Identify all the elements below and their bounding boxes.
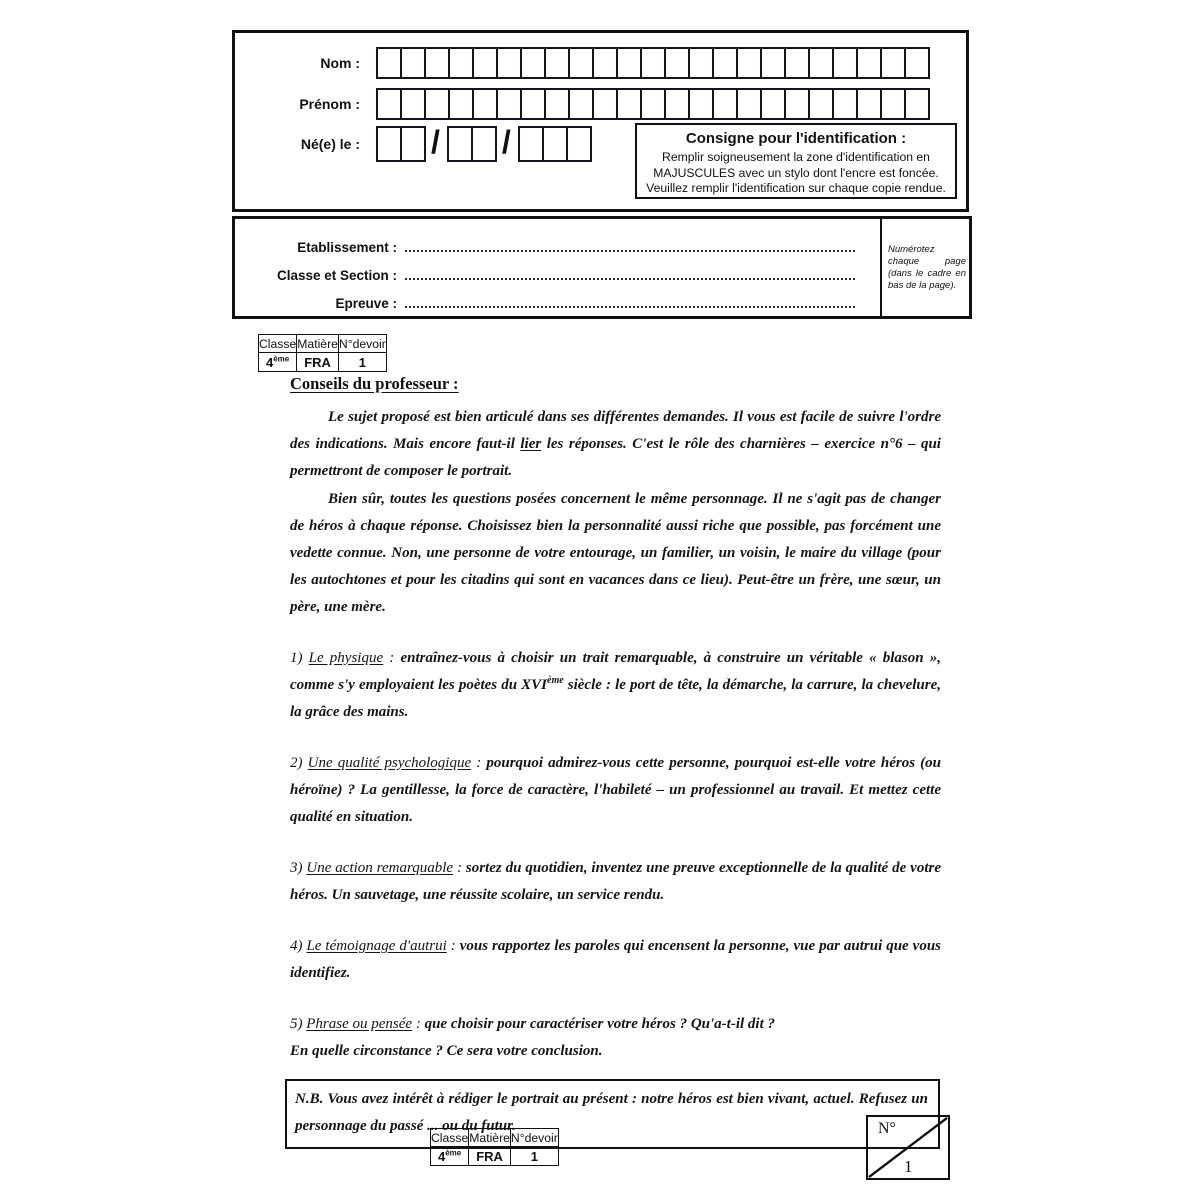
header-info-table: [258, 334, 387, 372]
details-frame: [232, 216, 972, 319]
instructions-line: Remplir soigneusement la zone d'identification en: [662, 150, 930, 164]
letter-box[interactable]: [376, 88, 402, 120]
classe-header: Classe: [431, 1130, 469, 1145]
letter-box[interactable]: [544, 88, 570, 120]
footer-info-table: [430, 1128, 559, 1166]
letter-box[interactable]: [856, 88, 882, 120]
epreuve-field[interactable]: [405, 306, 855, 308]
letter-box[interactable]: [447, 126, 473, 162]
instructions-line: MAJUSCULES avec un stylo dont l'encre est foncée.: [653, 165, 939, 180]
letter-box[interactable]: [688, 88, 714, 120]
letter-box[interactable]: [400, 88, 426, 120]
devoir-value: 1: [510, 1147, 558, 1166]
letter-box[interactable]: [904, 47, 930, 79]
nota-bene-box: [285, 1079, 940, 1149]
letter-box[interactable]: [688, 47, 714, 79]
letter-box[interactable]: [424, 47, 450, 79]
letter-box[interactable]: [736, 47, 762, 79]
letter-box[interactable]: [784, 47, 810, 79]
page-numbering-note-text: Numérotez chaque page (dans le cadre en bas de la page).: [888, 243, 966, 291]
letter-box[interactable]: [808, 88, 834, 120]
letter-box[interactable]: [520, 88, 546, 120]
etablissement-field[interactable]: [405, 250, 855, 252]
paragraph-2: Bien sûr, toutes les questions posées concernent le même personnage. Il ne s'agit pas de changer de héros à chaque réponse. Choisissez bien la personnalité aussi riche que possible, pas forcément une vedette connue. Non, une personne de votre entourage, un familier, un voisin, le maire du village (pour les autochtones et pour les citadins qui sont en vacances dans ce lieu). Peut-être un frère, une sœur, un père, une mère.: [290, 491, 941, 615]
letter-box[interactable]: [640, 88, 666, 120]
letter-box[interactable]: [760, 47, 786, 79]
page-number-value: 1: [904, 1157, 913, 1176]
letter-box[interactable]: [472, 88, 498, 120]
matiere-header: Matière: [297, 336, 338, 351]
letter-box[interactable]: [400, 126, 426, 162]
page-title: Conseils du professeur :: [290, 374, 459, 393]
letter-box[interactable]: [542, 126, 568, 162]
page-numbering-note: [880, 219, 972, 316]
birthdate-month-boxes[interactable]: [447, 126, 495, 162]
letter-box[interactable]: [592, 47, 618, 79]
letter-box[interactable]: [880, 88, 906, 120]
paragraph-1: Le sujet proposé est bien articulé dans ses différentes demandes. Il vous est facile de suivre l'ordre des indications. Mais encore faut-il lier les réponses. C'est le rôle des charnières – exercice n°6 – qui permettront de composer le portrait.: [290, 409, 941, 479]
letter-box[interactable]: [856, 47, 882, 79]
date-slash-icon: /: [501, 124, 511, 160]
epreuve-label: Epreuve :: [335, 296, 397, 311]
birthdate-row: [235, 126, 590, 162]
letter-box[interactable]: [832, 88, 858, 120]
identification-frame: [232, 30, 969, 212]
table-value-row: [431, 1147, 559, 1166]
letter-box[interactable]: [592, 88, 618, 120]
classe-value: 4ème: [259, 353, 297, 372]
devoir-header: N°devoir: [510, 1130, 558, 1145]
devoir-value: 1: [338, 353, 386, 372]
matiere-value: FRA: [469, 1147, 511, 1166]
letter-box[interactable]: [664, 47, 690, 79]
letter-box[interactable]: [400, 47, 426, 79]
letter-box[interactable]: [471, 126, 497, 162]
prenom-letter-boxes[interactable]: [376, 88, 928, 120]
underlined-word: lier: [520, 436, 542, 452]
advice-item-3: 3) Une action remarquable : sortez du quotidien, inventez une preuve exceptionnelle de la qualité de votre héros. Un sauvetage, une réussite scolaire, un service rendu.: [290, 860, 941, 903]
letter-box[interactable]: [640, 47, 666, 79]
instructions-line: Veuillez remplir l'identification sur chaque copie rendue.: [646, 181, 946, 195]
nota-bene-text: N.B. Vous avez intérêt à rédiger le portrait au présent : notre héros est bien vivant, actuel. Refusez un personnage du passé ... ou du futur.: [295, 1091, 928, 1134]
letter-box[interactable]: [904, 88, 930, 120]
letter-box[interactable]: [568, 88, 594, 120]
advice-body: [290, 404, 941, 1149]
letter-box[interactable]: [808, 47, 834, 79]
date-slash-icon: /: [431, 124, 440, 160]
classe-section-field[interactable]: [405, 278, 855, 280]
letter-box[interactable]: [880, 47, 906, 79]
devoir-header: N°devoir: [338, 336, 386, 351]
prenom-label: Prénom :: [299, 96, 360, 112]
prenom-row: [235, 88, 928, 120]
letter-box[interactable]: [568, 47, 594, 79]
letter-box[interactable]: [784, 88, 810, 120]
birthdate-day-boxes[interactable]: [376, 126, 424, 162]
letter-box[interactable]: [424, 88, 450, 120]
matiere-value: FRA: [297, 353, 339, 372]
birthdate-year-boxes[interactable]: [518, 126, 590, 162]
page-number-box[interactable]: [866, 1115, 950, 1180]
table-value-row: [259, 353, 387, 372]
letter-box[interactable]: [448, 88, 474, 120]
letter-box[interactable]: [448, 47, 474, 79]
letter-box[interactable]: [616, 47, 642, 79]
letter-box[interactable]: [496, 47, 522, 79]
epreuve-row: [235, 289, 865, 311]
letter-box[interactable]: [496, 88, 522, 120]
letter-box[interactable]: [712, 47, 738, 79]
letter-box[interactable]: [712, 88, 738, 120]
advice-item-5-line2: En quelle circonstance ? Ce sera votre conclusion.: [290, 1043, 603, 1059]
etablissement-label: Etablissement :: [297, 240, 397, 255]
nom-label: Nom :: [320, 55, 360, 71]
advice-item-1: 1) Le physique : entraînez-vous à choisir un trait remarquable, à construire un véritable « blason », comme s'y employaient les poètes du XVIème siècle : le port de tête, la démarche, la carrure, la chevelure, la grâce des mains.: [290, 650, 942, 720]
superscript: ème: [547, 675, 564, 686]
letter-box[interactable]: [518, 126, 544, 162]
instructions-title: Consigne pour l'identification :: [685, 130, 907, 147]
letter-box[interactable]: [376, 47, 402, 79]
advice-item-2: 2) Une qualité psychologique : pourquoi admirez-vous cette personne, pourquoi est-elle votre héros (ou héroïne) ? La gentillesse, la force de caractère, l'habileté – un professionnel au travail. Et mettez cette qualité en situation.: [290, 755, 941, 825]
advice-item-5: 5) Phrase ou pensée : que choisir pour caractériser votre héros ? Qu'a-t-il dit ? En quelle circonstance ? Ce sera votre conclusion.: [290, 1011, 941, 1065]
letter-box[interactable]: [566, 126, 592, 162]
letter-box[interactable]: [832, 47, 858, 79]
classe-section-label: Classe et Section :: [276, 268, 397, 283]
nom-letter-boxes[interactable]: [376, 47, 928, 79]
letter-box[interactable]: [472, 47, 498, 79]
identification-instructions-box: [635, 123, 957, 199]
letter-box[interactable]: [376, 126, 402, 162]
letter-box[interactable]: [736, 88, 762, 120]
classe-header: Classe: [259, 336, 297, 351]
letter-box[interactable]: [760, 88, 786, 120]
nom-row: [235, 47, 928, 79]
advice-item-4: 4) Le témoignage d'autrui : vous rapportez les paroles qui encensent la personne, vue par autrui que vous identifiez.: [290, 938, 942, 981]
letter-box[interactable]: [520, 47, 546, 79]
classe-value: 4ème: [431, 1147, 469, 1166]
matiere-header: Matière: [469, 1130, 510, 1145]
page-number-label: N°: [878, 1120, 896, 1137]
birthdate-label: Né(e) le :: [300, 136, 360, 152]
letter-box[interactable]: [664, 88, 690, 120]
classe-section-row: [235, 261, 865, 283]
etablissement-row: [235, 233, 865, 255]
letter-box[interactable]: [544, 47, 570, 79]
table-header-row: [431, 1129, 559, 1147]
table-header-row: [259, 335, 387, 353]
letter-box[interactable]: [616, 88, 642, 120]
